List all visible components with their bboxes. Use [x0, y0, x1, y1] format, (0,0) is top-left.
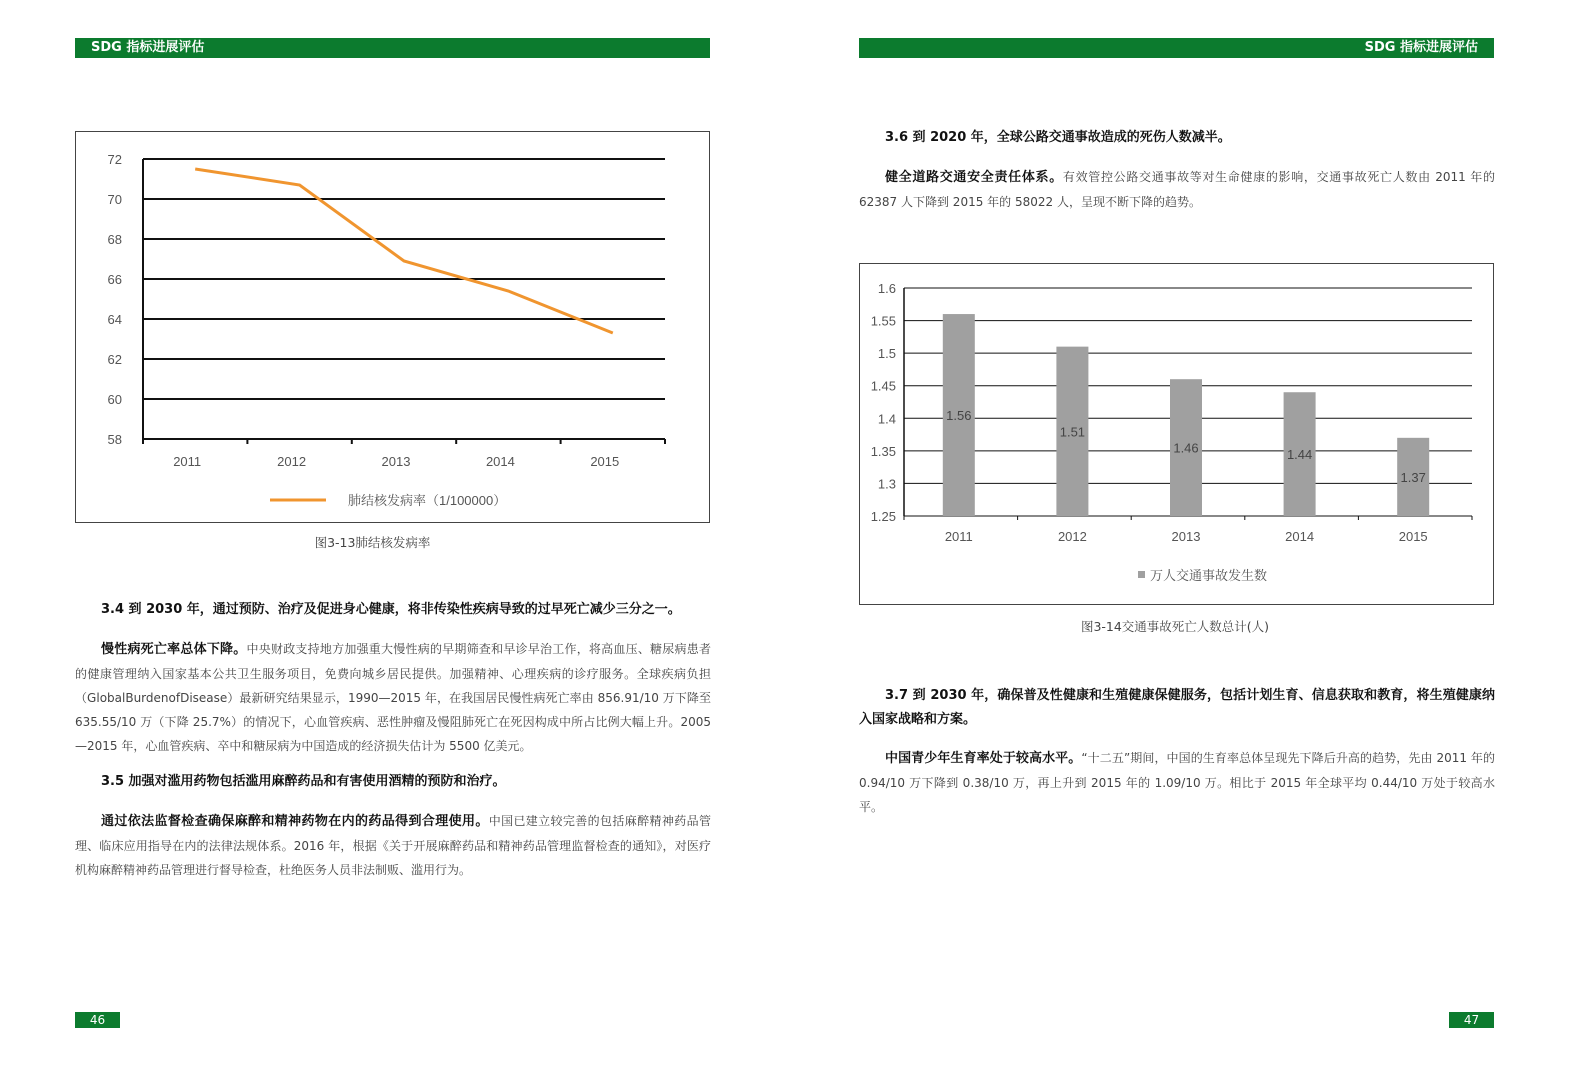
body: 中央财政支持地方加强重大慢性病的早期筛查和早诊早治工作，将高血压、糖尿病患者的健康管理纳入国家基本公共卫生服务项目，免费向城乡居民提供。加强精神、心理疾病的诊疗服务。全球疾病负担（GlobalBurdenofDisease）最新研究结果显示，1990—2015 年，在我国居民慢性病死亡率由 856.91/10 万下降至 635.55/10 万（下降 25.7%）的情况下，心血管疾病、恶性肿瘤及慢阻肺死亡在死因构成中所占比例大幅上升。2005—2015 年，心血管疾病、卒中和糖尿病为中国造成的经济损失估计为 5500 亿美元。: [75, 642, 711, 753]
y-tick-label: 1.35: [870, 443, 896, 459]
line-chart-frame: [75, 131, 710, 523]
x-tick-label: 2014: [1285, 529, 1315, 544]
y-tick-label: 1.4: [877, 411, 896, 427]
data-label: 1.37: [1400, 469, 1426, 485]
x-tick-label: 2015: [1398, 529, 1428, 544]
x-tick-label: 2015: [590, 454, 620, 469]
y-tick-label: 58: [107, 432, 122, 447]
x-tick-label: 2011: [173, 454, 202, 469]
y-tick-label: 62: [107, 352, 122, 367]
data-label: 1.51: [1059, 424, 1086, 440]
heading-3-4: 3.4 到 2030 年，通过预防、治疗及促进身心健康，将非传染性疾病导致的过早死亡减少三分之一。: [101, 602, 681, 617]
bar-chart-frame: [859, 263, 1494, 605]
paragraph-3-6: [859, 165, 1495, 214]
legend-label: 万人交通事故发生数: [1150, 568, 1268, 583]
y-tick-label: 1.3: [877, 476, 896, 492]
data-label: 1.44: [1286, 447, 1313, 463]
heading-3-7: 3.7 到 2030 年，确保普及性健康和生殖健康保健服务，包括计划生育、信息获取和教育，将生殖健康纳入国家战略和方案。: [859, 688, 1495, 727]
y-tick-label: 66: [107, 272, 122, 287]
lead: 慢性病死亡率总体下降。: [101, 642, 247, 657]
legend-swatch: [1138, 571, 1145, 578]
y-tick-label: 1.6: [877, 281, 896, 296]
y-tick-label: 70: [107, 192, 122, 207]
x-tick-label: 2011: [944, 529, 973, 544]
body: 有效管控公路交通事故等对生命健康的影响，交通事故死亡人数由 2011 年的 62387 人下降到 2015 年的 58022 人，呈现不断下降的趋势。: [859, 170, 1495, 209]
x-tick-label: 2014: [485, 454, 515, 469]
x-tick-label: 2012: [277, 454, 307, 469]
paragraph-3-5: [75, 809, 711, 882]
lead: 通过依法监督检查确保麻醉和精神药物在内的药品得到合理使用。: [101, 814, 489, 829]
y-tick-label: 1.55: [870, 313, 896, 329]
heading-3-5: 3.5 加强对滥用药物包括滥用麻醉药品和有害使用酒精的预防和治疗。: [101, 774, 506, 789]
body: 中国已建立较完善的包括麻醉精神药品管理、临床应用指导在内的法律法规体系。2016 年，根据《关于开展麻醉药品和精神药品管理监督检查的通知》，对医疗机构麻醉精神药品管理进行督导检查，杜绝医务人员非法制贩、滥用行为。: [75, 814, 711, 877]
page-number-left: 46: [75, 1012, 120, 1028]
figure-caption: 图3-14交通事故死亡人数总计(人): [1080, 619, 1270, 634]
x-tick-label: 2013: [1171, 529, 1201, 544]
y-tick-label: 68: [107, 232, 122, 247]
y-tick-label: 60: [107, 392, 122, 407]
figure-caption: 图3-13肺结核发病率: [314, 535, 431, 550]
line-chart: [76, 132, 711, 524]
lead: 健全道路交通安全责任体系。: [885, 170, 1063, 185]
data-label: 1.56: [946, 408, 972, 424]
page-number-right: 47: [1449, 1012, 1494, 1028]
page-header-left: SDG 指标进展评估: [75, 38, 710, 58]
data-label: 1.46: [1173, 440, 1199, 456]
y-tick-label: 1.45: [870, 378, 896, 394]
series-line: [195, 169, 613, 333]
lead: 中国青少年生育率处于较高水平。: [885, 751, 1082, 766]
paragraph-3-7: [859, 746, 1495, 819]
paragraph-3-4: [75, 637, 711, 758]
y-tick-label: 1.25: [870, 509, 896, 524]
x-tick-label: 2012: [1057, 529, 1087, 544]
legend-label: 肺结核发病率（1/100000）: [348, 493, 507, 508]
y-tick-label: 72: [107, 152, 122, 167]
heading-3-6: 3.6 到 2020 年，全球公路交通事故造成的死伤人数减半。: [885, 130, 1231, 145]
x-tick-label: 2013: [381, 454, 411, 469]
body: “十二五”期间，中国的生育率总体呈现先下降后升高的趋势，先由 2011 年的 0.94/10 万下降到 0.38/10 万，再上升到 2015 年的 1.09/10 万。相比于 2015 年全球平均 0.44/10 万处于较高水平。: [859, 751, 1495, 814]
bar-chart: [860, 264, 1495, 606]
y-tick-label: 1.5: [877, 346, 896, 362]
y-tick-label: 64: [107, 312, 122, 327]
page-header-right: SDG 指标进展评估: [859, 38, 1494, 58]
